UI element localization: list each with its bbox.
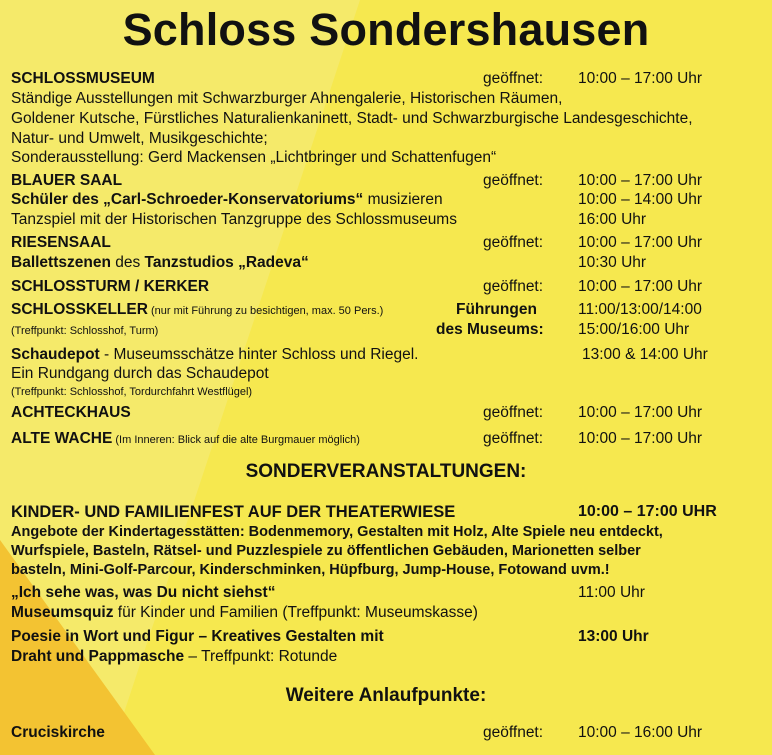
alte-wache-hours: 10:00 – 17:00 Uhr [578,430,703,447]
riesensaal-studio: Tanzstudios „Radeva“ [144,254,309,271]
schaudepot-name: Schaudepot [11,346,100,363]
special-events-heading: SONDERVERANSTALTUNGEN: [245,461,527,482]
blauer-saal-line-1-rest: musizieren [363,191,443,208]
schaudepot-time: 13:00 & 14:00 Uhr [582,346,708,363]
alte-wache-note: (Im Inneren: Blick auf die alte Burgmauer möglich) [112,434,360,446]
familienfest-line-3: basteln, Mini-Golf-Parcour, Kinderschminken, Hüpfburg, Jump-House, Fotowand uvm.! [11,562,610,578]
familienfest-line-1: Angebote der Kindertagesstätten: Bodenmemory, Gestalten mit Holz, Alte Spiele neu entdeckt, [11,524,663,540]
opened-label: geöffnet: [483,234,544,251]
riesensaal-connector: des [110,254,145,271]
riesensaal-ballet: Ballettszenen [11,254,111,271]
more-points-heading: Weitere Anlaufpunkte: [285,685,487,706]
schlosskeller-times-2: 15:00/16:00 Uhr [578,321,690,338]
quiz-line-2 [11,604,478,622]
quiz-title: „Ich sehe was, was Du nicht siehst“ [11,584,276,601]
riesensaal-hours: 10:00 – 17:00 Uhr [578,234,703,251]
schlossmuseum-desc-4: Sonderausstellung: Gerd Mackensen „Lichtbringer und Schattenfugen“ [11,149,497,166]
schlosskeller-line [11,301,383,320]
familienfest-line-2: Wurfspiele, Basteln, Rätsel- und Puzzlespiele zu öffentlichen Gebäuden, Marionetten selber [11,543,641,559]
opened-label: geöffnet: [483,430,544,447]
schlosskeller-times-1: 11:00/13:00/14:00 [578,301,702,318]
achteckhaus-hours: 10:00 – 17:00 Uhr [578,404,703,421]
schlosskeller-name: SCHLOSSKELLER [11,301,148,318]
schlossmuseum-desc-1: Ständige Ausstellungen mit Schwarzburger Ahnengalerie, Historischen Räumen, [11,90,563,107]
achteckhaus-name: ACHTECKHAUS [11,404,131,421]
poesie-time: 13:00 Uhr [578,628,649,645]
opened-label: geöffnet: [483,172,544,189]
opened-label: geöffnet: [483,278,544,295]
schlosskeller-tours-1: Führungen [456,301,537,318]
schlossmuseum-hours: 10:00 – 17:00 Uhr [578,70,703,87]
schaudepot-meeting: (Treffpunkt: Schlosshof, Tordurchfahrt Westflügel) [11,386,253,398]
riesensaal-line-1-time: 10:30 Uhr [578,254,647,271]
schlossmuseum-desc-2: Goldener Kutsche, Fürstliches Naturalienkaninett, Stadt- und Schwarzburgische Landesgeschichte, [11,110,693,127]
opened-label: geöffnet: [483,70,544,87]
blauer-saal-hours: 10:00 – 17:00 Uhr [578,172,703,189]
schlosskeller-note: (nur mit Führung zu besichtigen, max. 50 Pers.) [147,305,384,317]
schlossturm-name: SCHLOSSTURM / KERKER [11,278,210,295]
blauer-saal-performer: Schüler des „Carl-Schroeder-Konservatoriums“ [11,191,364,208]
schlossmuseum-name: SCHLOSSMUSEUM [11,70,155,87]
schlossmuseum-desc-3: Natur- und Umwelt, Musikgeschichte; [11,130,268,147]
poesie-material: Draht und Pappmasche [11,648,185,665]
blauer-saal-name: BLAUER SAAL [11,172,123,189]
schaudepot-rest: - Museumsschätze hinter Schloss und Riegel. [99,346,419,363]
poesie-line-2 [11,648,337,666]
quiz-rest: für Kinder und Familien (Treffpunkt: Museumskasse) [113,604,478,621]
blauer-saal-line-2: Tanzspiel mit der Historischen Tanzgruppe des Schlossmuseums [11,211,457,228]
alte-wache-line [11,430,360,449]
opened-label: geöffnet: [483,404,544,421]
familienfest-time: 10:00 – 17:00 UHR [578,503,717,520]
quiz-time: 11:00 Uhr [578,584,645,601]
cruciskirche-hours: 10:00 – 16:00 Uhr [578,724,703,741]
alte-wache-name: ALTE WACHE [11,430,113,447]
schlossturm-hours: 10:00 – 17:00 Uhr [578,278,703,295]
cruciskirche-name: Cruciskirche [11,724,105,741]
schlosskeller-tours-2: des Museums: [436,321,544,338]
schaudepot-line-2: Ein Rundgang durch das Schaudepot [11,365,269,382]
quiz-name: Museumsquiz [11,604,114,621]
poesie-line-1: Poesie in Wort und Figur – Kreatives Gestalten mit [11,628,384,645]
poesie-rest: – Treffpunkt: Rotunde [184,648,338,665]
blauer-saal-line-1 [11,191,443,209]
schlosskeller-meeting: (Treffpunkt: Schlosshof, Turm) [11,325,159,337]
blauer-saal-line-2-time: 16:00 Uhr [578,211,647,228]
blauer-saal-line-1-time: 10:00 – 14:00 Uhr [578,191,703,208]
opened-label: geöffnet: [483,724,544,741]
familienfest-name: KINDER- UND FAMILIENFEST AUF DER THEATERWIESE [11,503,456,521]
page-title: Schloss Sondershausen [122,4,650,55]
riesensaal-line-1 [11,254,309,272]
schaudepot-line [11,346,418,364]
riesensaal-name: RIESENSAAL [11,234,111,251]
